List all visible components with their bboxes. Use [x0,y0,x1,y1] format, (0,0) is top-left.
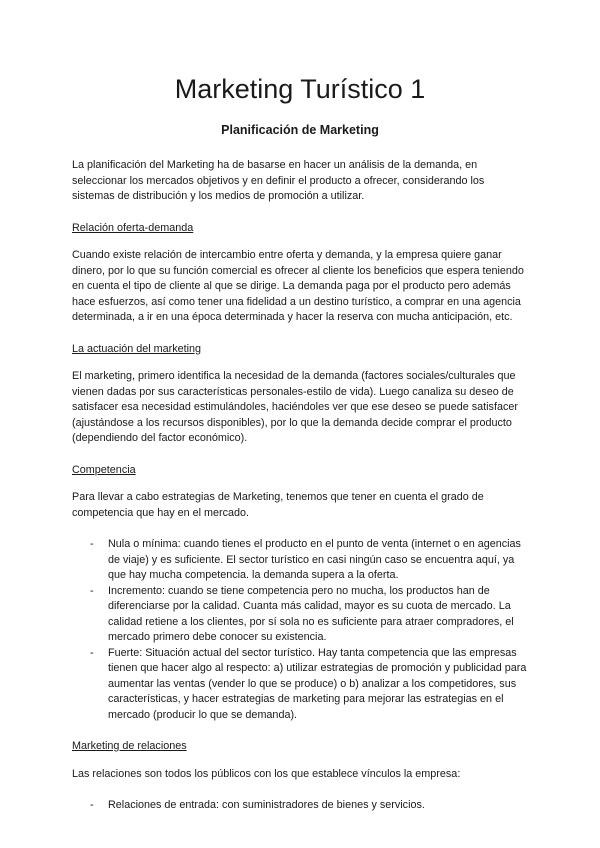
intro-paragraph: La planificación del Marketing ha de basarse en hacer un análisis de la demanda, en seleccionar los mercados objetivos y en definir el producto a ofrecer, considerando los sistemas de distribución y los medios de promoción a utilizar. [72,159,485,202]
dash-bullet: - [90,799,94,811]
competencia-list [72,537,528,723]
list-item-text: Relaciones de entrada: con suministradores de bienes y servicios. [108,799,425,811]
list-item-text: Fuerte: Situación actual del sector turístico. Hay tanta competencia que las empresas tienen que hacer algo al respecto: a) utilizar estrategias de promoción y publicidad para aumentar las ventas (vender lo que se produce) o b) analizar a los competidores, sus características, y hacer estrategias de marketing para mejorar las estrategias en el mercado (producir lo que se demanda). [108,646,527,721]
list-item [90,646,528,724]
section-paragraph-relaciones: Las relaciones son todos los públicos con los que establece vínculos la empresa: [72,767,461,780]
dash-bullet: - [90,538,94,550]
section-paragraph-competencia: Para llevar a cabo estrategias de Marketing, tenemos que tener en cuenta el grado de competencia que hay en el mercado. [72,491,484,519]
list-item [90,584,528,646]
section-paragraph-relacion: Cuando existe relación de intercambio entre oferta y demanda, y la empresa quiere ganar dinero, por lo que su función comercial es ofrecer al cliente los beneficios que espera teniendo en cuenta el tipo de cliente al que se dirige. La demanda paga por el producto pero además hace esfuerzos, así como tener una fidelidad a un destino turístico, a comprar en una agencia determinada, a ir en una época determinada y hacer la reserva con mucha anticipación, etc. [72,249,524,323]
section-paragraph-actuacion: El marketing, primero identifica la necesidad de la demanda (factores sociales/culturales que vienen dadas por sus características personales-estilo de vida). Luego canaliza su deseo de satisfacer esa necesidad estimulándoles, haciéndoles ver que ese deseo se puede satisfacer (ajustándose a los recursos disponibles), por lo que la demanda decide comprar el producto (dependiendo del factor económico). [72,370,518,444]
document-title: Marketing Turístico 1 [174,74,426,104]
list-item-text: Incremento: cuando se tiene competencia pero no mucha, los productos han de diferenciarse por la calidad. Cuanta más calidad, mayor es su cuota de mercado. La calidad retiene a los clientes, por sí sola no es suficiente para atraer compradores, el mercado primero debe conocer su existencia. [108,584,514,643]
relaciones-list [72,798,528,814]
document-subtitle: Planificación de Marketing [221,123,379,137]
list-item [90,798,528,814]
section-heading-actuacion: La actuación del marketing [72,342,202,355]
section-heading-relaciones: Marketing de relaciones [72,740,187,752]
section-heading-relacion: Relación oferta-demanda [72,221,194,234]
section-heading-competencia: Competencia [72,463,136,476]
dash-bullet: - [90,584,94,597]
dash-bullet: - [90,646,94,659]
list-item-text: Nula o mínima: cuando tienes el producto en el punto de venta (internet o en agencias de viaje) y es suficiente. El sector turístico en casi ningún caso se encuentra aquí, ya que hay mucha competencia. la demanda supera a la oferta. [108,538,521,581]
list-item [90,537,528,584]
